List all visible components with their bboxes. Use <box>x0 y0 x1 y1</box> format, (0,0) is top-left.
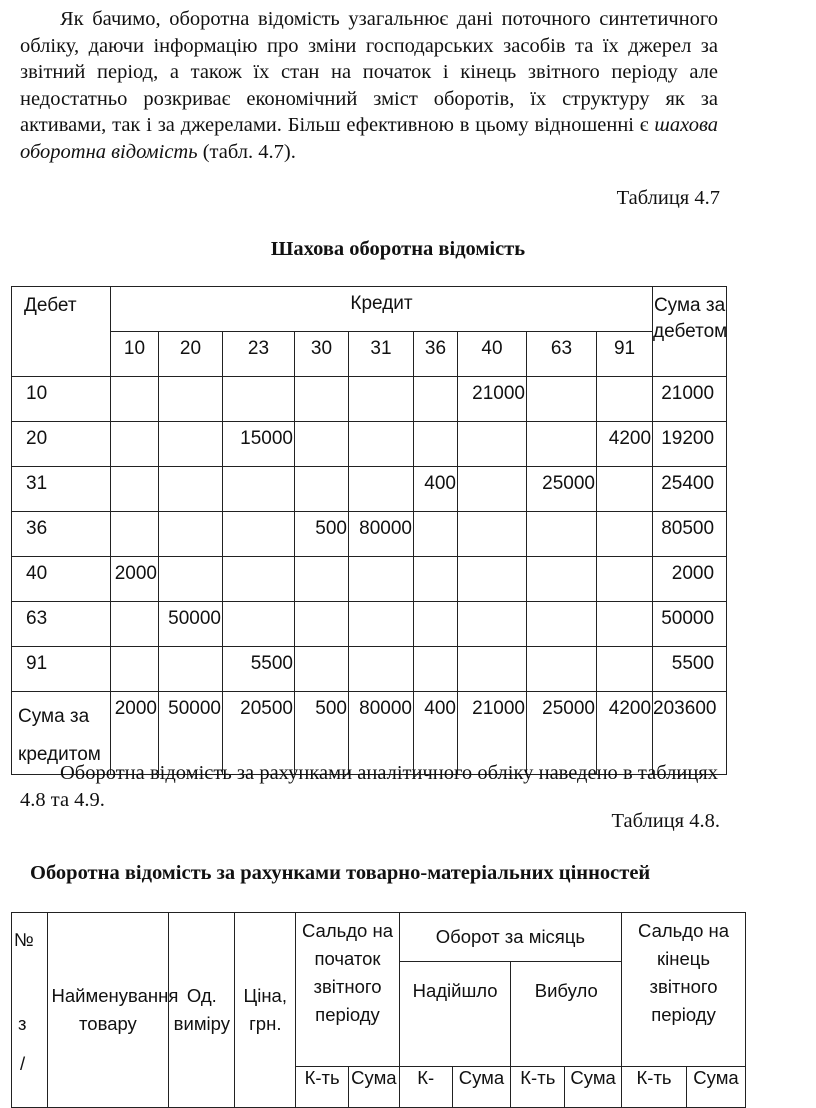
credit-account-header: 10 <box>111 332 159 377</box>
turnover-cell <box>159 647 223 692</box>
col-opening-balance-header: Сальдо на початок звітного періоду <box>296 913 400 1067</box>
credit-account-header: 40 <box>458 332 527 377</box>
debet-account: 10 <box>12 377 111 422</box>
number-slash: / <box>20 1053 26 1074</box>
debet-account: 20 <box>12 422 111 467</box>
second-paragraph: Оборотна відомість за рахунками аналітичного обліку наведено в таблицях 4.8 та 4.9. <box>20 762 718 811</box>
table-row <box>12 377 727 422</box>
debet-account: 63 <box>12 602 111 647</box>
table-row <box>12 467 727 512</box>
credit-account-header: 30 <box>295 332 349 377</box>
turnover-cell: 80000 <box>349 512 414 557</box>
col-outgoing-header: Вибуло <box>511 962 622 1067</box>
turnover-cell <box>159 557 223 602</box>
table-4-7-label: Таблиця 4.7 <box>616 187 720 209</box>
sub-incoming-sum: Сума <box>452 1067 511 1108</box>
turnover-cell <box>527 557 597 602</box>
credit-total: 25000 <box>527 692 597 775</box>
turnover-cell <box>527 512 597 557</box>
turnover-cell <box>349 377 414 422</box>
turnover-cell <box>111 467 159 512</box>
kredit-header: Кредит <box>111 287 653 332</box>
italic-term: шахова оборотна відомість <box>20 114 718 163</box>
turnover-cell <box>458 467 527 512</box>
turnover-cell: 50000 <box>159 602 223 647</box>
turnover-cell <box>295 557 349 602</box>
debet-header: Дебет <box>12 287 111 377</box>
chess-turnover-table <box>11 286 727 775</box>
turnover-cell <box>223 557 295 602</box>
sub-incoming-qty: К- <box>399 1067 452 1108</box>
turnover-cell <box>458 557 527 602</box>
credit-total: 21000 <box>458 692 527 775</box>
credit-account-header: 91 <box>597 332 653 377</box>
col-closing-balance-header: Сальдо на кінець звітного періоду <box>622 913 746 1067</box>
turnover-cell <box>414 557 458 602</box>
col-price-header: Ціна, грн. <box>235 913 296 1108</box>
turnover-cell <box>597 602 653 647</box>
debet-total: 50000 <box>653 602 727 647</box>
sub-closing-sum: Сума <box>687 1067 746 1108</box>
turnover-cell: 500 <box>295 512 349 557</box>
credit-total: 50000 <box>159 692 223 775</box>
turnover-cell <box>458 422 527 467</box>
turnover-cell <box>111 512 159 557</box>
turnover-cell: 21000 <box>458 377 527 422</box>
debet-total: 21000 <box>653 377 727 422</box>
turnover-cell <box>349 467 414 512</box>
debet-total: 80500 <box>653 512 727 557</box>
sum-debet-header: Сума за дебетом <box>653 287 727 377</box>
sum-credit-label: Сума за кредитом <box>12 692 111 775</box>
turnover-cell: 25000 <box>527 467 597 512</box>
turnover-cell <box>295 467 349 512</box>
turnover-cell <box>597 557 653 602</box>
credit-total: 20500 <box>223 692 295 775</box>
col-number-header <box>12 913 48 1108</box>
turnover-cell <box>349 602 414 647</box>
debet-account: 91 <box>12 647 111 692</box>
turnover-cell <box>111 602 159 647</box>
sub-closing-qty: К-ть <box>622 1067 687 1108</box>
turnover-cell <box>527 647 597 692</box>
sub-outgoing-qty: К-ть <box>511 1067 565 1108</box>
turnover-cell <box>295 422 349 467</box>
turnover-cell <box>458 602 527 647</box>
turnover-cell <box>349 557 414 602</box>
turnover-cell <box>527 602 597 647</box>
sub-opening-sum: Сума <box>349 1067 400 1108</box>
credit-account-header: 20 <box>159 332 223 377</box>
turnover-cell <box>223 377 295 422</box>
col-name-header: Найменування товару <box>47 913 169 1108</box>
turnover-cell <box>597 467 653 512</box>
table-row <box>12 557 727 602</box>
debet-total: 25400 <box>653 467 727 512</box>
turnover-cell <box>414 602 458 647</box>
table-4-8-title: Оборотна відомість за рахунками товарно-матеріальних цінностей <box>30 862 651 884</box>
table-4-8-label: Таблиця 4.8. <box>611 810 720 832</box>
credit-total: 4200 <box>597 692 653 775</box>
turnover-cell <box>295 647 349 692</box>
turnover-cell <box>111 377 159 422</box>
table-row <box>12 647 727 692</box>
credit-total: 80000 <box>349 692 414 775</box>
debet-total: 19200 <box>653 422 727 467</box>
credit-account-header: 63 <box>527 332 597 377</box>
turnover-cell <box>159 422 223 467</box>
turnover-cell: 2000 <box>111 557 159 602</box>
table-4-7-title: Шахова оборотна відомість <box>270 238 526 260</box>
turnover-cell <box>349 422 414 467</box>
turnover-cell <box>414 512 458 557</box>
turnover-cell <box>295 377 349 422</box>
turnover-cell <box>597 512 653 557</box>
turnover-cell <box>223 467 295 512</box>
turnover-cell <box>414 377 458 422</box>
debet-total: 2000 <box>653 557 727 602</box>
col-turnover-header: Оборот за місяць <box>399 913 621 962</box>
credit-account-header: 23 <box>223 332 295 377</box>
table-row <box>12 602 727 647</box>
credit-total: 2000 <box>111 692 159 775</box>
turnover-cell <box>159 512 223 557</box>
turnover-cell <box>597 377 653 422</box>
sub-opening-qty: К-ть <box>296 1067 349 1108</box>
number-sign: № <box>14 929 34 950</box>
turnover-cell <box>527 422 597 467</box>
debet-total: 5500 <box>653 647 727 692</box>
col-unit-header: Од. виміру <box>169 913 235 1108</box>
turnover-cell: 15000 <box>223 422 295 467</box>
turnover-cell <box>597 647 653 692</box>
sub-outgoing-sum: Сума <box>565 1067 622 1108</box>
turnover-cell <box>349 647 414 692</box>
turnover-cell: 5500 <box>223 647 295 692</box>
inventory-turnover-table <box>11 912 746 1108</box>
credit-total: 500 <box>295 692 349 775</box>
turnover-cell <box>458 647 527 692</box>
turnover-cell <box>295 602 349 647</box>
table-row <box>12 512 727 557</box>
number-z: з <box>18 1013 27 1034</box>
turnover-cell: 4200 <box>597 422 653 467</box>
turnover-cell <box>111 422 159 467</box>
turnover-cell <box>458 512 527 557</box>
turnover-cell <box>159 467 223 512</box>
turnover-cell <box>223 512 295 557</box>
credit-account-header: 36 <box>414 332 458 377</box>
col-incoming-header: Надійшло <box>399 962 511 1067</box>
turnover-cell <box>111 647 159 692</box>
table-row <box>12 422 727 467</box>
turnover-cell: 400 <box>414 467 458 512</box>
debet-account: 40 <box>12 557 111 602</box>
credit-account-header: 31 <box>349 332 414 377</box>
debet-account: 31 <box>12 467 111 512</box>
turnover-cell <box>414 647 458 692</box>
intro-paragraph: Як бачимо, оборотна відомість узагальнює дані поточного синтетичного обліку, даючи інформацію про зміни господарських засобів та їх джерел за звітний період, а також їх стан на початок і кінець звітного періоду але недостатньо розкриває економічний зміст оборотів, їх структуру як за активами, так і за джерелами. Більш ефективною в цьому відношенні є шахова оборотна відомість (табл. 4.7). <box>20 8 718 163</box>
credit-total: 400 <box>414 692 458 775</box>
turnover-cell <box>414 422 458 467</box>
debet-account: 36 <box>12 512 111 557</box>
turnover-cell <box>159 377 223 422</box>
turnover-cell <box>527 377 597 422</box>
grand-total: 203600 <box>653 692 727 775</box>
turnover-cell <box>223 602 295 647</box>
